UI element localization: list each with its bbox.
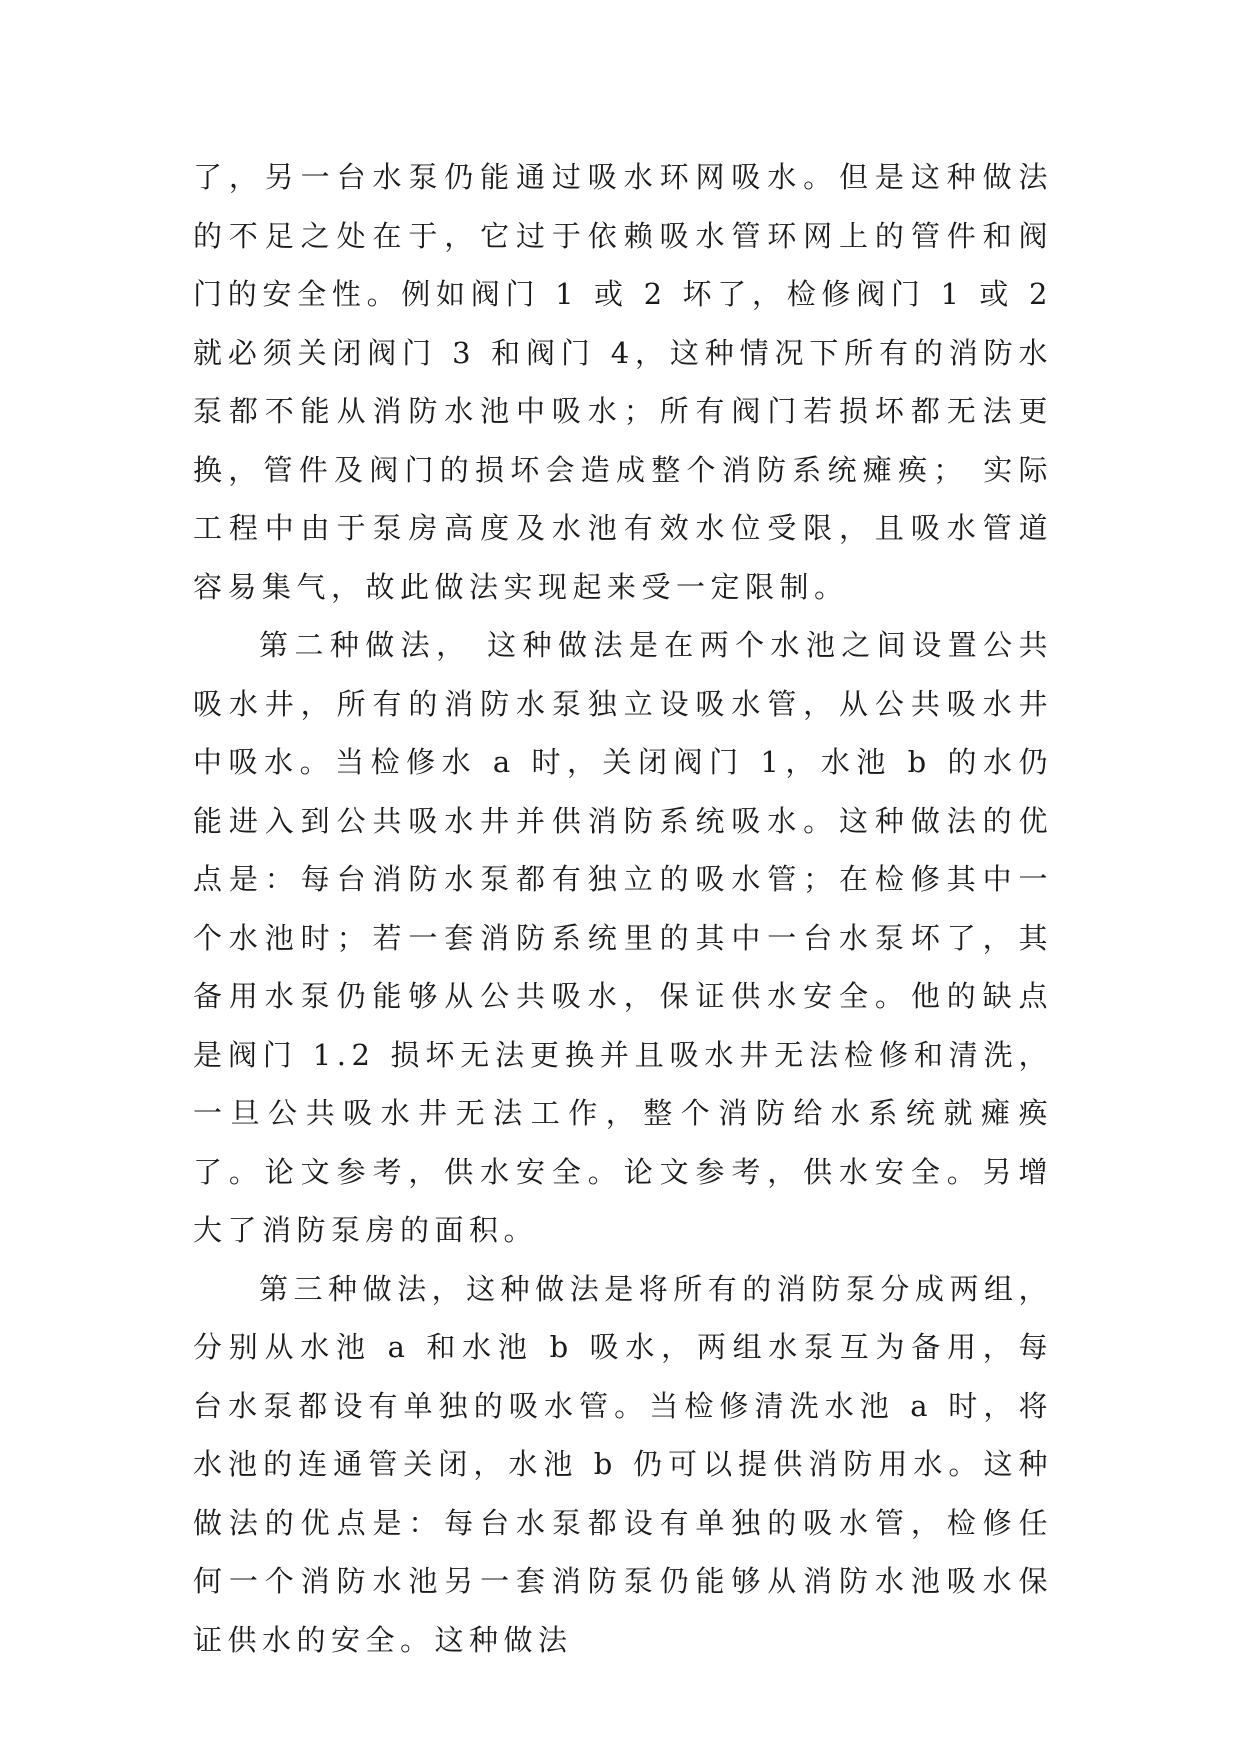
paragraph-second-method: 第二种做法， 这种做法是在两个水池之间设置公共吸水井，所有的消防水泵独立设吸水管，从公共吸水井中吸水。当检修水 a 时，关闭阀门 1，水池 b 的水仍能进入到公共吸水井并供消防系统吸水。这种做法的优点是：每台消防水泵都有独立的吸水管；在检修其中一个水池时；若一套消防系统里的其中一台水泵坏了，其备用水泵仍能够从公共吸水，保证供水安全。他的缺点是阀门 1.2 损坏无法更换并且吸水井无法检修和清洗，一旦公共吸水井无法工作，整个消防给水系统就瘫痪了。论文参考，供水安全。论文参考，供水安全。另增大了消防泵房的面积。 [193,628,1053,1247]
body-text [193,148,1053,1669]
paragraph-continued: 了，另一台水泵仍能通过吸水环网吸水。但是这种做法的不足之处在于，它过于依赖吸水管环网上的管件和阀门的安全性。例如阀门 1 或 2 坏了，检修阀门 1 或 2 就必须关闭阀门 3 和阀门 4，这种情况下所有的消防水泵都不能从消防水池中吸水；所有阀门若损坏都无法更换，管件及阀门的损坏会造成整个消防系统瘫痪； 实际工程中由于泵房高度及水池有效水位受限，且吸水管道容易集气，故此做法实现起来受一定限制。 [193,160,1053,604]
paragraph-third-method: 第三种做法，这种做法是将所有的消防泵分成两组，分别从水池 a 和水池 b 吸水，两组水泵互为备用，每台水泵都设有单独的吸水管。当检修清洗水池 a 时，将水池的连通管关闭，水池 b 仍可以提供消防用水。这种做法的优点是：每台水泵都设有单独的吸水管，检修任何一个消防水池另一套消防泵仍能够从消防水池吸水保证供水的安全。这种做法 [193,1271,1053,1657]
